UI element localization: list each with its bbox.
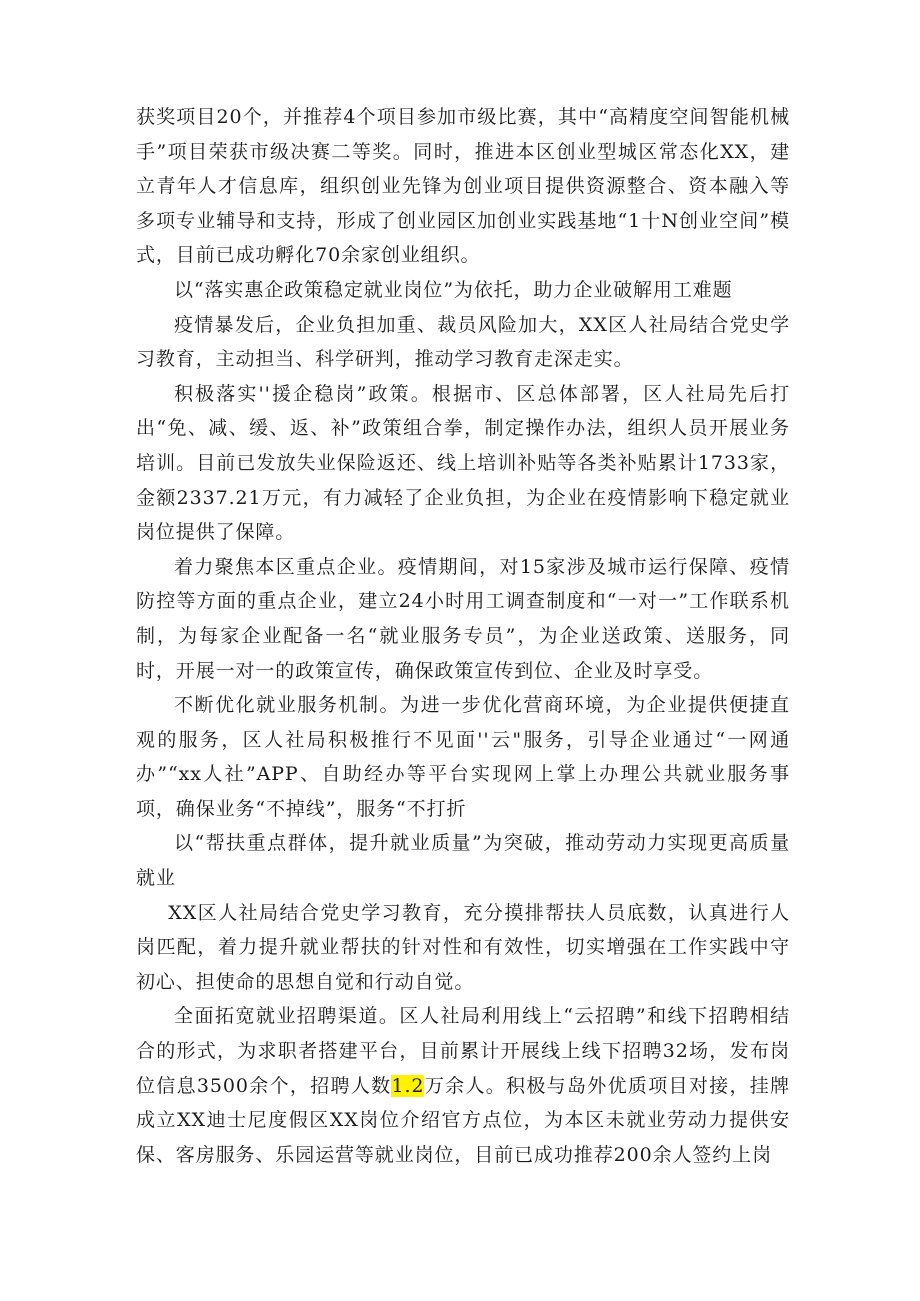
recruitment-text-after: 万余人。积极与岛外优质项目对接，挂牌成立XX迪士尼度假区XX岗位介绍官方点位，为本区未就业劳动力提供安保、客房服务、乐园运营等就业岗位，目前已成功推荐200余人签约上岗 [136, 1074, 790, 1166]
highlighted-number: 1.2 [391, 1074, 425, 1097]
heading-key-groups: 以“帮扶重点群体，提升就业质量”为突破，推动劳动力实现更高质量就业 [136, 832, 790, 890]
paragraph-service-mechanism: 不断优化就业服务机制。为进一步优化营商环境，为企业提供便捷直观的服务，区人社局积极推行不见面''云"服务，引导企业通过“一网通办”“xx人社”APP、自助经办等平台实现网上掌上办理公共就业服务事项，确保业务“不掉线”，服务“不打折 [136, 694, 790, 820]
paragraph-award-projects: 获奖项目20个，并推荐4个项目参加市级比赛，其中“高精度空间智能机械手”项目荣获市级决赛二等奖。同时，推进本区创业型城区常态化XX，建立青年人才信息库，组织创业先锋为创业项目提供资源整合、资本融入等多项专业辅导和支持，形成了创业园区加创业实践基地“1十N创业空间”模式，目前已成功孵化70余家创业组织。 [136, 106, 790, 267]
paragraph-epidemic-burden: 疫情暴发后，企业负担加重、裁员风险加大，XX区人社局结合党史学习教育，主动担当、科学研判，推动学习教育走深走实。 [136, 313, 790, 371]
paragraph-recruitment-channels [136, 999, 790, 1172]
paragraph-key-enterprises: 着力聚焦本区重点企业。疫情期间，对15家涉及城市运行保障、疫情防控等方面的重点企业，建立24小时用工调查制度和“一对一”工作联系机制，为每家企业配备一名“就业服务专员”，为企业送政策、送服务，同时，开展一对一的政策宣传，确保政策宣传到位、企业及时享受。 [136, 555, 790, 682]
recruitment-text-before: 全面拓宽就业招聘渠道。区人社局利用线上“云招聘”和线下招聘相结合的形式，为求职者搭建平台，目前累计开展线上线下招聘32场，发布岗位信息3500余个，招聘人数 [136, 1005, 790, 1097]
paragraph-employment-assistance: XX区人社局结合党史学习教育，充分摸排帮扶人员底数，认真进行人岗匹配，着力提升就业帮扶的针对性和有效性，切实增强在工作实践中守初心、担使命的思想自觉和行动自觉。 [136, 901, 790, 993]
heading-policy-support: 以“落实惠企政策稳定就业岗位”为依托，助力企业破解用工难题 [174, 278, 733, 301]
document-body [136, 100, 790, 1172]
paragraph-stabilize-jobs-policy: 积极落实''援企稳岗”政策。根据市、区总体部署，区人社局先后打出“免、减、缓、返、补”政策组合拳，制定操作办法，组织人员开展业务培训。目前已发放失业保险返还、线上培训补贴等各类补贴累计1733家，金额2337.21万元，有力减轻了企业负担，为企业在疫情影响下稳定就业岗位提供了保障。 [136, 382, 790, 544]
